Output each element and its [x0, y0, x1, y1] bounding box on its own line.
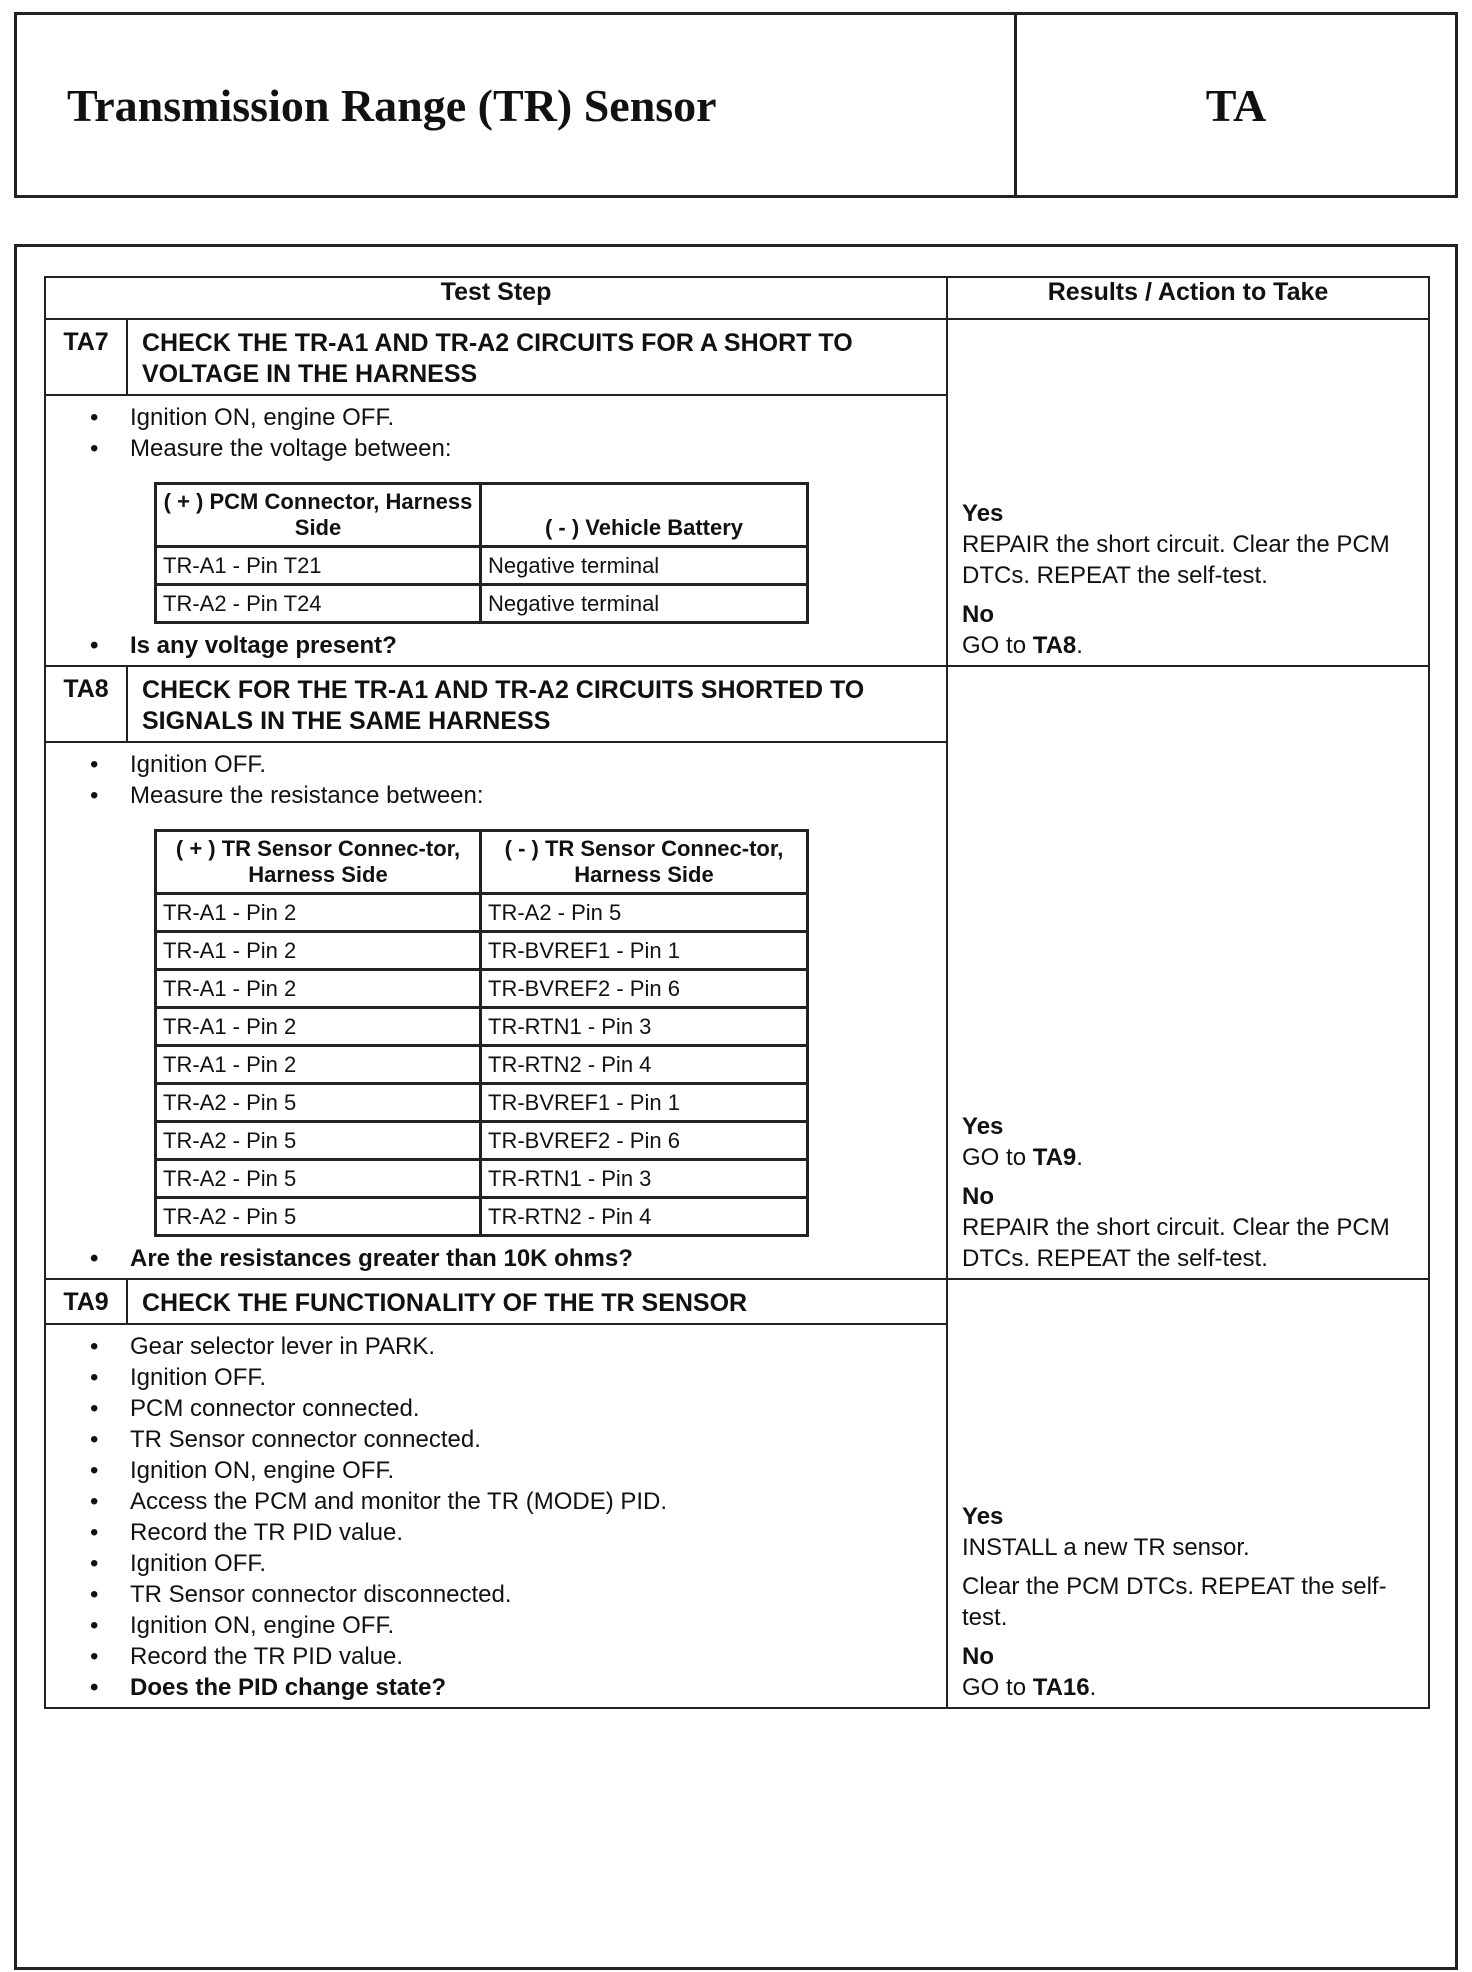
column-header: ( - ) TR Sensor Connec-tor, Harness Side	[481, 831, 808, 894]
list-item: • Ignition ON, engine OFF.	[90, 1455, 936, 1486]
table-cell: TR-BVREF1 - Pin 1	[481, 1084, 808, 1122]
step-title-row	[45, 666, 1429, 742]
step-title-row	[45, 1279, 1429, 1324]
step-question: • Are the resistances greater than 10K ohms?	[90, 1243, 936, 1274]
step-title: CHECK FOR THE TR-A1 AND TR-A2 CIRCUITS SHORTED TO SIGNALS IN THE SAME HARNESS	[127, 666, 947, 742]
no-label: No	[962, 1643, 995, 1670]
table-row	[156, 1008, 808, 1046]
section-code: TA	[1205, 79, 1267, 131]
table-cell: TR-A1 - Pin 2	[156, 932, 481, 970]
step-result	[947, 319, 1429, 666]
page-header	[14, 12, 1458, 198]
list-item: • Access the PCM and monitor the TR (MODE) PID.	[90, 1486, 936, 1517]
yes-label: Yes	[962, 1113, 1004, 1140]
yes-label: Yes	[962, 1503, 1004, 1530]
table-row	[156, 894, 808, 932]
table-row	[156, 1122, 808, 1160]
step-result	[947, 1279, 1429, 1708]
table-row	[156, 1198, 808, 1236]
no-action: REPAIR the short circuit. Clear the PCM DTCs. REPEAT the self-test.	[962, 1214, 1390, 1272]
list-item: • TR Sensor connector connected.	[90, 1424, 936, 1455]
table-cell: TR-A1 - Pin 2	[156, 1046, 481, 1084]
step-title: CHECK THE FUNCTIONALITY OF THE TR SENSOR	[127, 1279, 947, 1324]
list-item: • Measure the voltage between:	[90, 433, 936, 464]
table-row	[156, 585, 808, 623]
step-id: TA8	[45, 666, 127, 742]
step-title: CHECK THE TR-A1 AND TR-A2 CIRCUITS FOR A SHORT TO VOLTAGE IN THE HARNESS	[127, 319, 947, 395]
list-item: • Ignition ON, engine OFF.	[90, 402, 936, 433]
table-cell: TR-BVREF2 - Pin 6	[481, 970, 808, 1008]
table-cell: TR-RTN1 - Pin 3	[481, 1160, 808, 1198]
instruction-list	[58, 749, 936, 811]
table-cell: TR-A1 - Pin 2	[156, 1008, 481, 1046]
yes-label: Yes	[962, 500, 1004, 527]
step-reference-link: TA8	[1032, 632, 1077, 659]
results-header: Results / Action to Take	[947, 277, 1429, 319]
yes-action: GO to TA9.	[962, 1144, 1083, 1171]
list-item: • Gear selector lever in PARK.	[90, 1331, 936, 1362]
step-body	[45, 742, 947, 1279]
test-step-header: Test Step	[45, 277, 947, 319]
step-reference-link: TA16	[1032, 1674, 1090, 1701]
table-cell: TR-A1 - Pin T21	[156, 547, 481, 585]
no-action: GO to TA16.	[962, 1674, 1097, 1701]
table-cell: TR-A2 - Pin 5	[156, 1122, 481, 1160]
measurement-table	[154, 482, 809, 624]
table-row	[156, 1084, 808, 1122]
list-item: • Record the TR PID value.	[90, 1517, 936, 1548]
table-row	[156, 1046, 808, 1084]
step-id: TA7	[45, 319, 127, 395]
column-header: ( + ) TR Sensor Connec-tor, Harness Side	[156, 831, 481, 894]
step-question: • Does the PID change state?	[90, 1672, 936, 1703]
column-header: ( + ) PCM Connector, Harness Side	[156, 484, 481, 547]
table-cell: TR-A2 - Pin 5	[481, 894, 808, 932]
column-header: ( - ) Vehicle Battery	[481, 484, 808, 547]
table-header-row	[156, 484, 808, 547]
question-list	[58, 1243, 936, 1274]
list-item: • Ignition OFF.	[90, 1548, 936, 1579]
step-result	[947, 666, 1429, 1279]
step-title-row	[45, 319, 1429, 395]
table-cell: Negative terminal	[481, 585, 808, 623]
list-item: • Record the TR PID value.	[90, 1641, 936, 1672]
table-cell: TR-A2 - Pin 5	[156, 1160, 481, 1198]
table-cell: TR-A2 - Pin 5	[156, 1084, 481, 1122]
yes-action: INSTALL a new TR sensor.	[962, 1534, 1250, 1561]
measurement-table	[154, 829, 809, 1237]
step-body	[45, 1324, 947, 1708]
table-cell: TR-BVREF1 - Pin 1	[481, 932, 808, 970]
list-item: • Measure the resistance between:	[90, 780, 936, 811]
list-item: • Ignition OFF.	[90, 749, 936, 780]
table-row	[156, 1160, 808, 1198]
table-row	[156, 547, 808, 585]
yes-action: REPAIR the short circuit. Clear the PCM DTCs. REPEAT the self-test.	[962, 531, 1390, 589]
question-list	[58, 630, 936, 661]
table-row	[156, 970, 808, 1008]
page-title: Transmission Range (TR) Sensor	[17, 15, 1017, 195]
table-header-row	[156, 831, 808, 894]
step-body	[45, 395, 947, 666]
step-reference-link: TA9	[1032, 1144, 1077, 1171]
table-cell: TR-A2 - Pin 5	[156, 1198, 481, 1236]
instruction-list	[58, 1331, 936, 1703]
list-item: • PCM connector connected.	[90, 1393, 936, 1424]
table-cell: TR-A1 - Pin 2	[156, 894, 481, 932]
table-row	[156, 932, 808, 970]
list-item: • TR Sensor connector disconnected.	[90, 1579, 936, 1610]
table-cell: TR-BVREF2 - Pin 6	[481, 1122, 808, 1160]
table-cell: TR-RTN2 - Pin 4	[481, 1046, 808, 1084]
instruction-list	[58, 402, 936, 464]
step-id: TA9	[45, 1279, 127, 1324]
table-cell: TR-A1 - Pin 2	[156, 970, 481, 1008]
list-item: • Ignition ON, engine OFF.	[90, 1610, 936, 1641]
yes-action-continued: Clear the PCM DTCs. REPEAT the self-test.	[962, 1573, 1387, 1631]
no-label: No	[962, 1183, 995, 1210]
table-cell: TR-RTN2 - Pin 4	[481, 1198, 808, 1236]
table-cell: TR-RTN1 - Pin 3	[481, 1008, 808, 1046]
no-action: GO to TA8.	[962, 632, 1083, 659]
table-cell: Negative terminal	[481, 547, 808, 585]
diagnostic-table	[44, 276, 1430, 1709]
table-header-row	[45, 277, 1429, 319]
list-item: • Ignition OFF.	[90, 1362, 936, 1393]
table-cell: TR-A2 - Pin T24	[156, 585, 481, 623]
step-question: • Is any voltage present?	[90, 630, 936, 661]
no-label: No	[962, 601, 995, 628]
